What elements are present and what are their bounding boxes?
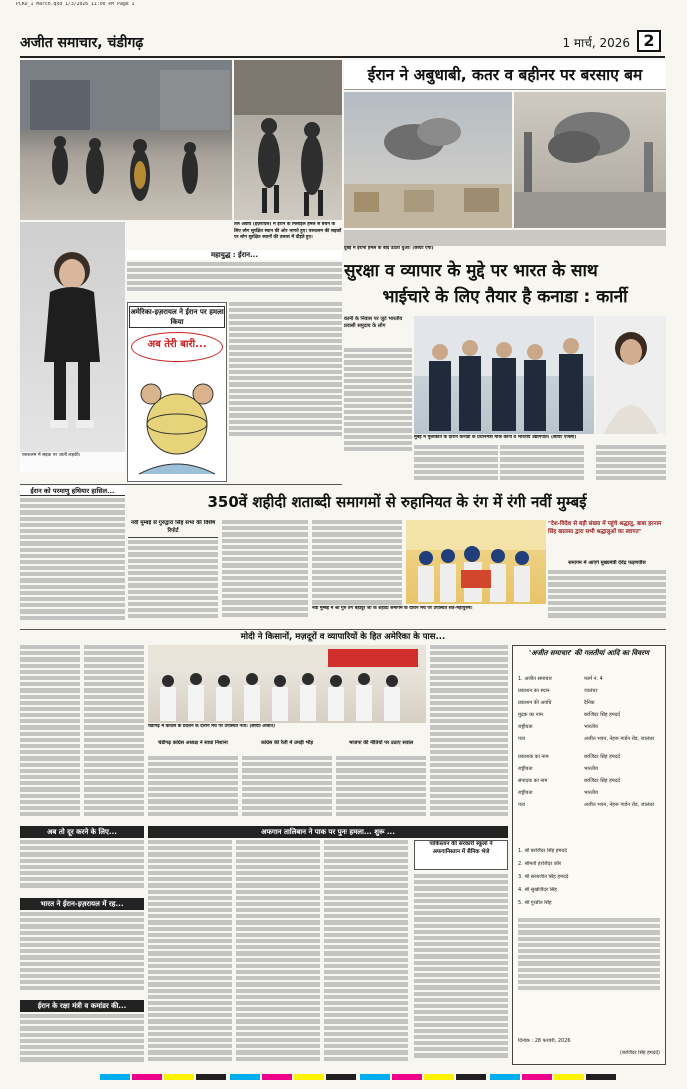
row3-rule	[20, 629, 666, 630]
statement-row: प्रकाशन का स्थान जालंधर	[518, 688, 598, 694]
photo-tel-aviv-street	[20, 60, 232, 220]
weapons-story	[20, 498, 125, 622]
afghan-story-col2	[236, 840, 320, 1066]
statement-row: 1. अजीत समाचार फार्म नं. 4	[518, 676, 603, 682]
statement-signature: (बरजिंदर सिंह हमदर्द)	[620, 1050, 660, 1056]
masthead-date: 1 मार्च, 2026	[562, 36, 630, 50]
canada-headline-1: सुरक्षा व व्यापार के मुद्दे पर भारत के साथ	[344, 261, 598, 281]
cartoon-section-title: महायुद्ध : ईरान...	[127, 250, 342, 260]
modi-story-col3	[148, 756, 238, 822]
brief-2-text	[20, 912, 144, 996]
story-iran-text-2	[229, 302, 342, 482]
canada-story-mid	[414, 445, 498, 489]
weapons-headline: ईरान को परमाणु हथियार हासिल...	[20, 486, 125, 496]
caption-right-photos: दुबई में ईरानी हमले के बाद उठता धुआं। (छायाः एपी)	[344, 246, 434, 251]
pak-headline: पाकिस्तान की सरकारी स्कूलों ने अफगानिस्तान में सैनिक भेजे	[414, 840, 508, 870]
mumbai-story-col1	[128, 540, 218, 626]
modi-story-col5	[336, 756, 426, 822]
statement-declaration	[518, 918, 660, 1028]
pak-story	[414, 874, 508, 1066]
photo-carney-meeting	[414, 316, 594, 434]
statement-owner: 5. श्री गुरप्रीत सिंह	[518, 900, 552, 906]
brief-2-headline: भारत ने ईरान-इज़रायल में रह...	[20, 898, 144, 910]
mumbai-caption: नवीं मुम्बई में श्री गुरु तेग बहादुर जी के शहीदी समागम के दौरान मंच पर उपस्थित संत-महापुरुष।	[312, 606, 473, 611]
caption-girl: यरुशलम में सड़क पर जाती लड़की।	[20, 452, 125, 472]
afghan-story-col1	[148, 840, 232, 1066]
photo-dubai-smoke-2	[514, 92, 666, 228]
brief-1-text	[20, 840, 144, 896]
photo-jerusalem-runners	[234, 60, 342, 220]
statement-row: राष्ट्रीयता भारतीय	[518, 766, 598, 772]
photo-doha-haze	[344, 230, 666, 246]
masthead-paper: अजीत समाचार, चंडीगढ़	[20, 35, 144, 51]
row2-rule	[20, 484, 342, 485]
statement-row: पता अजीत भवन, नेहरू गार्डन रोड, जालंधर	[518, 802, 655, 808]
photo-dubai-smoke-1	[344, 92, 512, 228]
photo-congress-rally	[148, 645, 426, 723]
cartoon-drawing	[129, 364, 225, 480]
modi-headline: मोदी ने किसानों, मज़दूरों व व्यापारियों के हित अमेरिका के पास...	[240, 632, 446, 642]
page-number: 2	[643, 31, 655, 50]
statement-row: राष्ट्रीयता भारतीय	[518, 724, 598, 730]
statement-row: राष्ट्रीयता भारतीय	[518, 790, 598, 796]
canada-kicker: कार्नी के निवास पर जुटे भारतीय प्रवासी समुदाय के लोग	[344, 316, 403, 330]
modi-story-col6	[430, 645, 508, 823]
statement-row: पता अजीत भवन, नेहरू गार्डन रोड, जालंधर	[518, 736, 655, 742]
modi-subhead-2: कांग्रेस की रैली में उमड़ी भीड़	[260, 740, 314, 746]
mumbai-headline: 350वें शहीदी शताब्दी समागमों से रुहानियत के रंग में रंगी नवीं मुम्बई	[207, 493, 587, 511]
statement-date: दिनांक : 28 फरवरी, 2026	[518, 1038, 571, 1044]
modi-subhead-1: चंडीगढ़ कांग्रेस अध्यक्ष ने साधा निशाना	[158, 740, 228, 746]
modi-story-col4	[242, 756, 332, 822]
canada-story-left	[344, 348, 412, 486]
canada-caption: मुंबई में मुलाकात के दौरान कनाडा के प्रधानमंत्री मार्क कार्नी व भारतीय उद्योगपति। (छायाः एजेंसी)	[414, 435, 577, 440]
statement-row: प्रकाशन की अवधि दैनिक	[518, 700, 595, 706]
lead-headline: ईरान ने अबुधाबी, कतर व बहीनर पर बरसाए बम	[367, 66, 643, 84]
masthead-rule	[20, 56, 665, 58]
mumbai-story-col3	[312, 520, 402, 610]
statement-owner: 3. श्री सरबजीत सिंह हमदर्द	[518, 874, 569, 880]
mumbai-story-col2	[222, 520, 308, 626]
canada-story-right	[596, 445, 666, 489]
story-iran-text	[127, 262, 342, 302]
statement-owner: 4. श्री सुखजिंदर सिंह	[518, 887, 557, 893]
statement-rows	[518, 676, 660, 820]
statement-owners	[518, 848, 660, 913]
print-slug: PCKD_1 March.qxd 1/3/2026 11:00 PM Page 1	[16, 2, 135, 7]
photo-samagam-stage	[406, 520, 546, 604]
cartoon-bubble-text: अब तेरी बारी...	[147, 339, 207, 350]
registration-strip	[100, 1072, 620, 1082]
caption-left-photos: तेल अवीव (इज़रायल) में ईरान के मिसाइल हमले से बचने के लिए लोग सुरक्षित स्थान की ओर भागते हुए। यरुशलम की सड़कों पर लोग सुरक्षित स्थानों की तलाश में दौड़ते हुए।	[234, 222, 342, 241]
modi-story-col1	[20, 645, 80, 823]
modi-story-col2	[84, 645, 144, 823]
modi-subhead-3: भाजपा की नीतियों पर उठाए सवाल	[348, 740, 414, 746]
brief-3-headline: ईरान के रक्षा मंत्री व कमांडर की...	[20, 1000, 144, 1012]
statement-row: संपादक का नाम बरजिंदर सिंह हमदर्द	[518, 778, 621, 784]
statement-row: प्रकाशक का नाम बरजिंदर सिंह हमदर्द	[518, 754, 621, 760]
statement-owner: 2. श्रीमती हरजिंदर कौर	[518, 861, 562, 867]
canada-story-mid2	[500, 445, 584, 489]
mumbai-sub-kicker: समागम में आएंगे मुख्यमंत्री देवेंद्र फड़णवीस	[568, 560, 646, 566]
mumbai-kicker: नवीं मुम्बई से गुरुद्वारा सिंह सभा की विशेष रिपोर्ट	[128, 520, 218, 538]
afghan-headline: अफगान तालिबान ने पाक पर पुनः हमला... शुरू ...	[148, 826, 508, 838]
mumbai-sub-headline: "देश-विदेश से बड़ी संख्या में पहुंचे श्रद्धालु, बाबा हरनाम सिंह खालसा द्वारा सभी श्रद्धालुओं का स्वागत"	[548, 521, 662, 536]
statement-row: मुद्रक का नाम बरजिंदर सिंह हमदर्द	[518, 712, 621, 718]
brief-3-text	[20, 1014, 144, 1066]
canada-headline-2: भाईचारे के लिए तैयार है कनाडा : कार्नी	[382, 287, 628, 307]
statement-owner: 1. श्री बरजिंदर सिंह हमदर्द	[518, 848, 567, 854]
afghan-story-col3	[324, 840, 408, 1066]
statement-title: 'अजीत समाचार' की गलतीयां आदि का विवरण	[528, 649, 650, 657]
photo-girl-running	[20, 222, 125, 472]
brief-1-headline: अब तो दूर करने के लिए...	[20, 826, 144, 838]
photo-minister-portrait	[596, 316, 666, 434]
mumbai-story-right	[548, 570, 666, 626]
cartoon-banner: अमेरिका-इज़रायल ने ईरान पर हमला किया	[130, 308, 224, 327]
modi-caption: चंडीगढ़ में कांग्रेस के प्रदर्शन के दौरान मंच पर उपस्थित नेता। (छायाः अजीत)	[148, 724, 276, 729]
